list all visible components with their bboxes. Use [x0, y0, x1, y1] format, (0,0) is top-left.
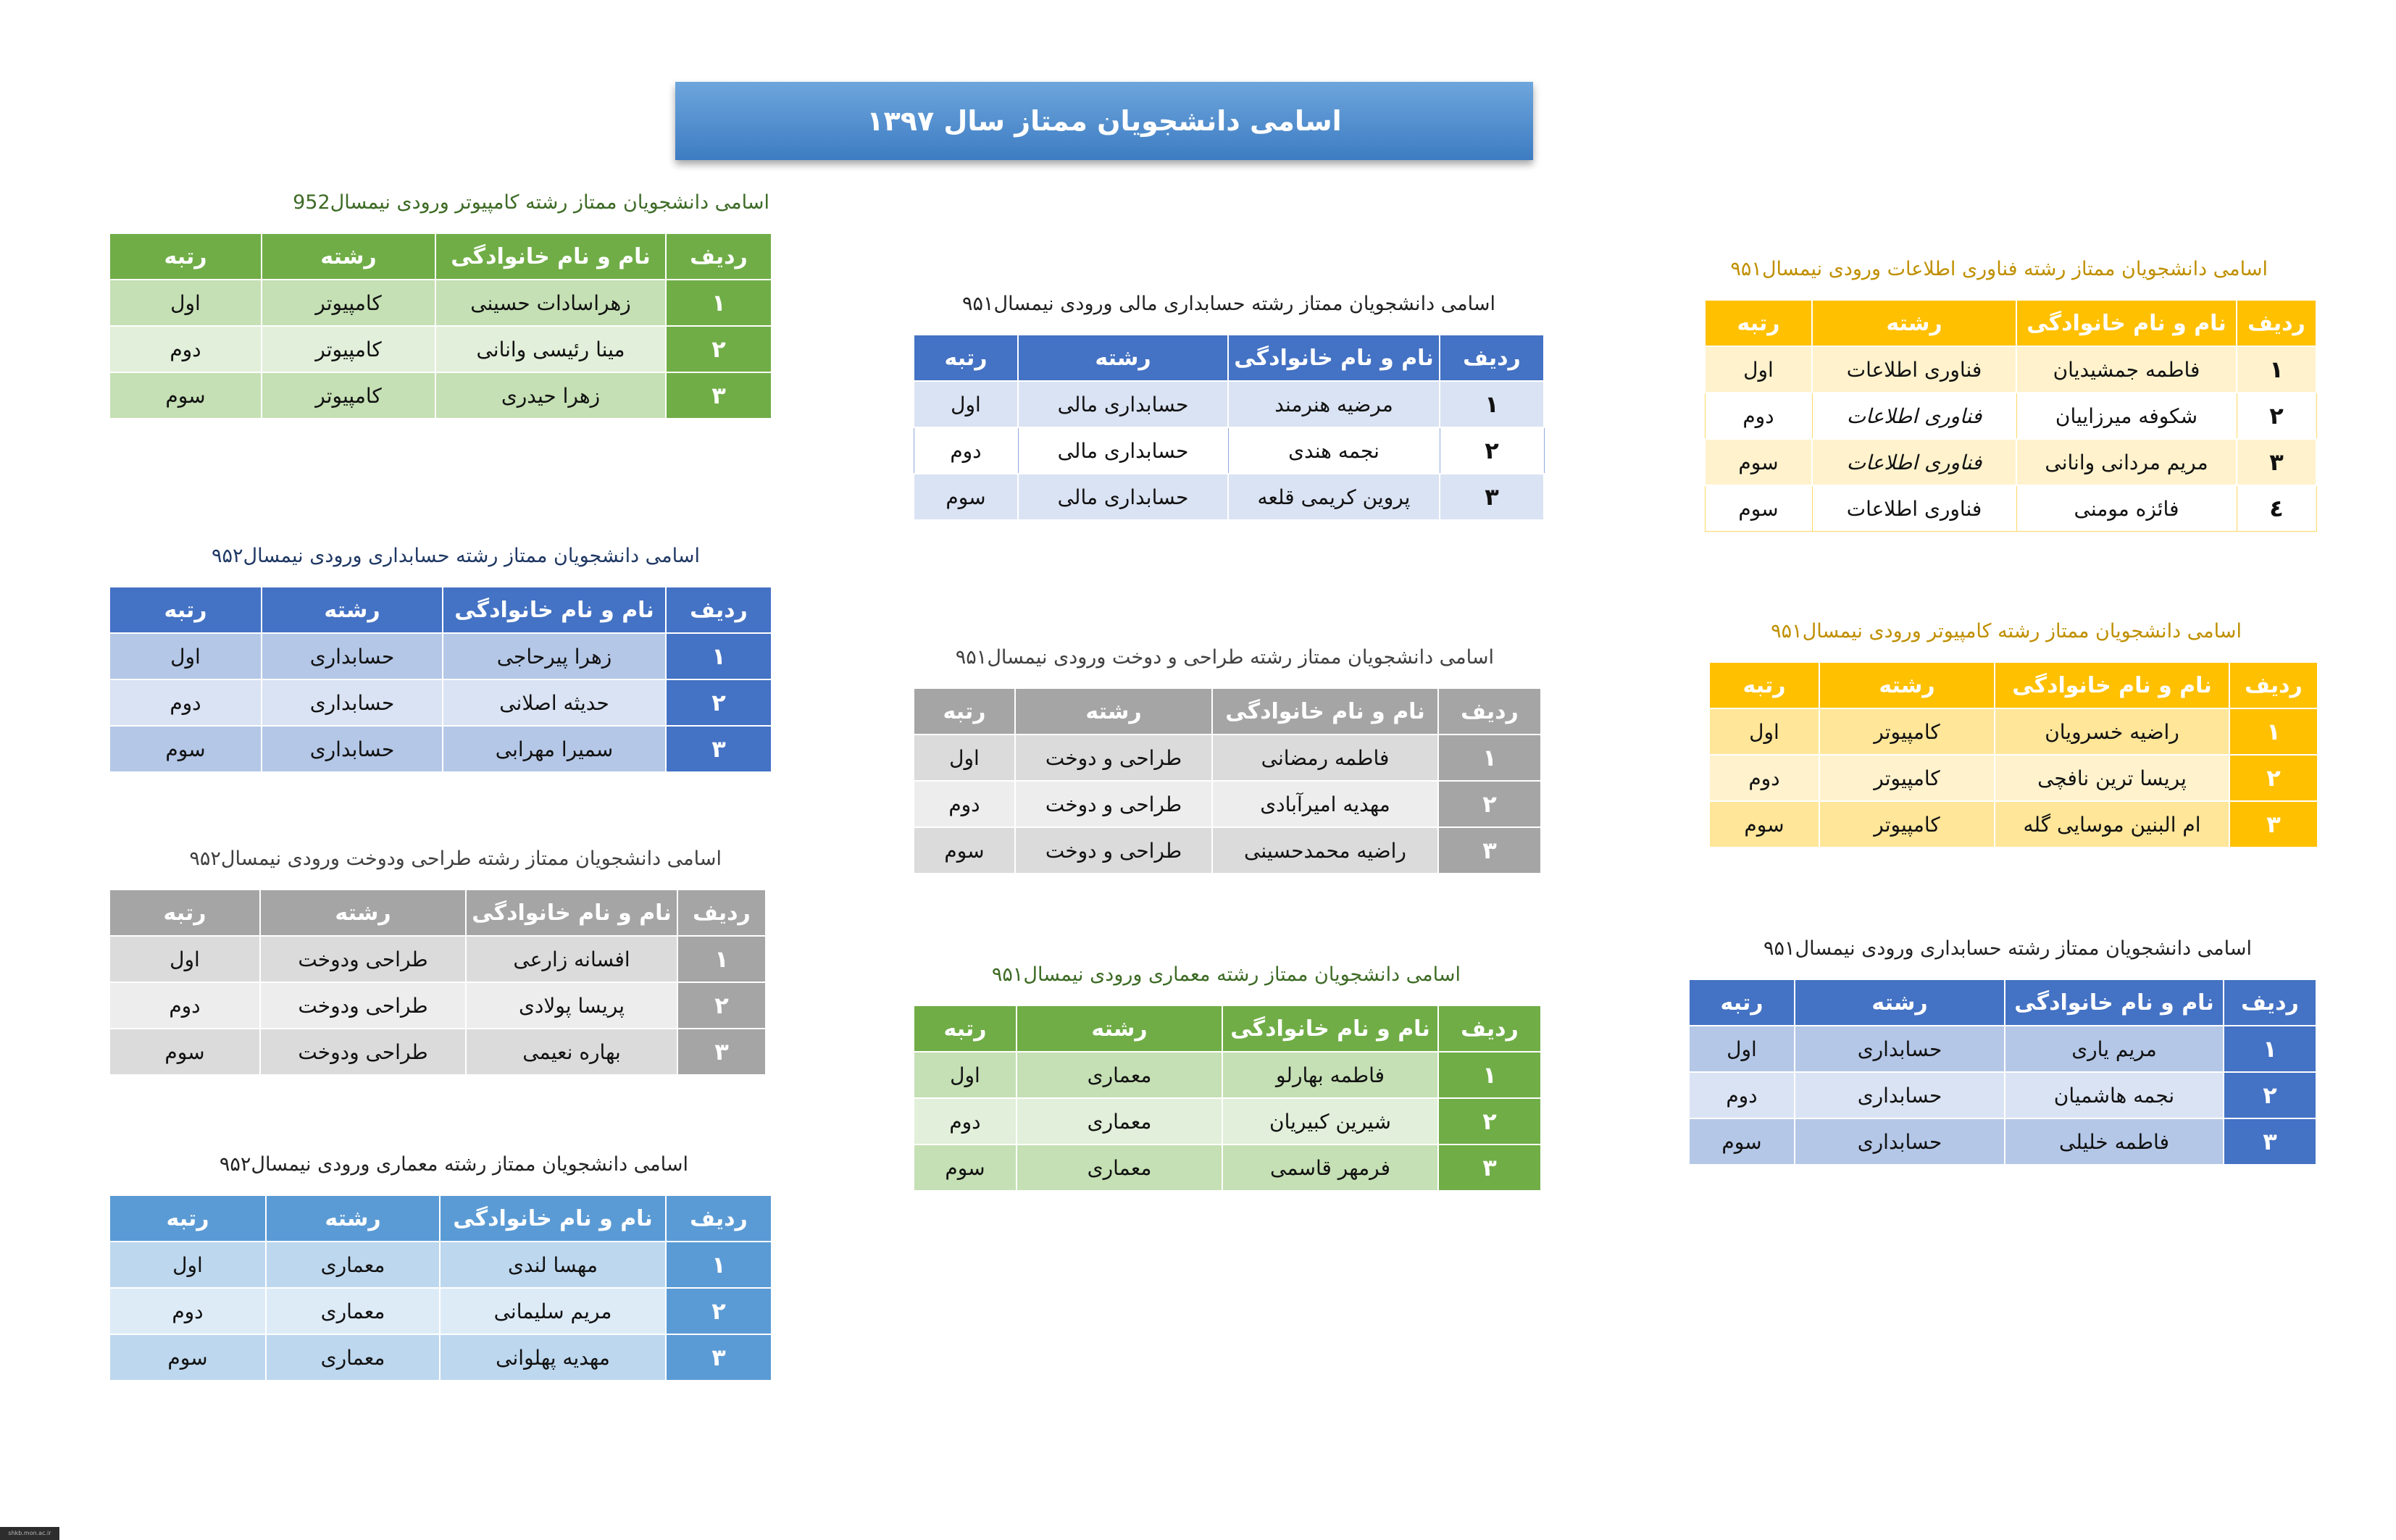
table-block-design-952 — [110, 848, 767, 1076]
col-major: رشته — [262, 587, 443, 633]
col-rank: رتبه — [914, 1005, 1017, 1052]
student-rank: دوم — [914, 781, 1015, 827]
col-radif: ردیف — [666, 233, 772, 280]
row-number: ١ — [677, 936, 766, 982]
student-rank: دوم — [1709, 755, 1819, 801]
table-row — [109, 280, 772, 326]
col-radif: ردیف — [2237, 300, 2316, 346]
student-major: فناوری اطلاعات — [1812, 439, 2016, 485]
col-rank: رتبه — [1689, 979, 1795, 1026]
col-major: رشته — [262, 233, 435, 280]
students-table — [913, 1005, 1542, 1192]
col-name: نام و نام خانوادگی — [435, 233, 666, 280]
col-major: رشته — [1819, 662, 1995, 708]
student-name: فاطمه بهارلو — [1222, 1052, 1438, 1098]
row-number: ١ — [666, 280, 772, 326]
student-rank: دوم — [109, 326, 262, 372]
student-major: طراحی و دوخت — [1015, 781, 1212, 827]
table-row — [109, 982, 766, 1029]
row-number: ۱ — [666, 633, 772, 679]
table-row — [109, 372, 772, 419]
student-name: راضیه خسرویان — [1995, 708, 2229, 755]
col-major: رشته — [1795, 979, 2005, 1026]
student-name: سمیرا مهرابی — [443, 726, 666, 772]
student-rank: سوم — [109, 1029, 260, 1075]
student-name: مریم سلیمانی — [440, 1288, 666, 1334]
table-block-architecture-952 — [110, 1153, 772, 1381]
row-number: ٢ — [666, 326, 772, 372]
student-major: حسابداری — [1795, 1026, 2005, 1072]
student-name: زهرا حیدری — [435, 372, 666, 419]
student-major: کامپیوتر — [262, 372, 435, 419]
row-number: ٣ — [1438, 1144, 1541, 1191]
row-number: ٣ — [2229, 801, 2318, 848]
students-table — [109, 586, 772, 773]
student-name: پروین کریمی قلعه — [1228, 474, 1440, 520]
table-block-computer-951 — [1710, 620, 2318, 848]
table-row — [109, 1288, 772, 1334]
table-block-accounting-951 — [1690, 937, 2317, 1166]
row-number: ۳ — [666, 726, 772, 772]
student-major: حسابداری — [262, 633, 443, 679]
table-row — [914, 474, 1544, 520]
table-row — [109, 1334, 772, 1381]
table-row — [914, 381, 1544, 427]
col-rank: رتبه — [109, 1195, 266, 1242]
table-row — [1705, 346, 2316, 393]
student-rank: اول — [109, 280, 262, 326]
student-name: مهسا لندی — [440, 1242, 666, 1288]
student-rank: سوم — [914, 827, 1015, 874]
col-radif: ردیف — [2229, 662, 2318, 708]
student-major: حسابداری مالی — [1018, 474, 1228, 520]
table-row — [914, 1098, 1541, 1144]
table-title: اسامی دانشجویان ممتاز رشته معماری ورودی نیمسال۹۵۱ — [991, 963, 1461, 986]
col-rank: رتبه — [1709, 662, 1819, 708]
table-row — [1709, 708, 2318, 755]
students-table — [1708, 661, 2318, 848]
row-number: ٣ — [677, 1029, 766, 1075]
student-name: ام البنین موسایی گله — [1995, 801, 2229, 848]
row-number: ٢ — [1438, 781, 1541, 827]
student-name: مهدیه پهلوانی — [440, 1334, 666, 1381]
col-major: رشته — [1018, 335, 1228, 381]
col-rank: رتبه — [109, 890, 260, 936]
student-major: طراحی و دوخت — [1015, 735, 1212, 781]
row-number: ۲ — [666, 679, 772, 726]
row-number: ۲ — [2224, 1072, 2316, 1118]
student-rank: سوم — [1709, 801, 1819, 848]
table-row — [1705, 439, 2316, 485]
row-number: ۱ — [1440, 381, 1544, 427]
table-block-accounting-952 — [110, 545, 772, 773]
student-rank: سوم — [1705, 485, 1812, 532]
student-name: فائزه مومنی — [2016, 485, 2237, 532]
col-rank: رتبه — [109, 233, 262, 280]
table-row — [1689, 1072, 2316, 1118]
table-row — [914, 427, 1544, 474]
students-table — [913, 334, 1545, 521]
student-name: پریسا ترین نافچی — [1995, 755, 2229, 801]
table-row — [914, 1144, 1541, 1191]
student-major: حسابداری — [1795, 1072, 2005, 1118]
table-title: اسامی دانشجویان ممتاز رشته کامپیوتر ورودی نیمسال۹۵۱ — [1771, 620, 2242, 643]
student-rank: دوم — [109, 1288, 266, 1334]
table-row — [914, 735, 1541, 781]
row-number: ۱ — [2237, 346, 2316, 393]
col-radif: ردیف — [1440, 335, 1544, 381]
student-major: حسابداری — [1795, 1118, 2005, 1165]
student-rank: اول — [109, 936, 260, 982]
students-table — [109, 1194, 772, 1381]
student-rank: دوم — [914, 1098, 1017, 1144]
table-title: اسامی دانشجویان ممتاز رشته طراحی ودوخت ورودی نیمسال۹۵۲ — [189, 848, 722, 870]
student-rank: اول — [914, 735, 1015, 781]
table-row — [109, 633, 772, 679]
row-number: ۳ — [2237, 439, 2316, 485]
table-row — [1709, 801, 2318, 848]
col-rank: رتبه — [1705, 300, 1812, 346]
row-number: ١ — [2229, 708, 2318, 755]
table-row — [109, 1029, 766, 1075]
student-name: حدیثه اصلانی — [443, 679, 666, 726]
student-rank: اول — [109, 633, 262, 679]
col-major: رشته — [260, 890, 466, 936]
page-title-banner — [675, 82, 1533, 160]
col-radif: ردیف — [1438, 688, 1541, 735]
table-block-computer-952 — [110, 191, 772, 419]
student-rank: سوم — [109, 372, 262, 419]
col-name: نام و نام خانوادگی — [440, 1195, 666, 1242]
student-major: حسابداری — [262, 726, 443, 772]
student-name: افسانه زارعی — [466, 936, 677, 982]
row-number: ۳ — [2224, 1118, 2316, 1165]
student-major: حسابداری مالی — [1018, 427, 1228, 474]
row-number: ٣ — [666, 372, 772, 419]
student-rank: سوم — [109, 1334, 266, 1381]
table-row — [914, 827, 1541, 874]
page-title: اسامی دانشجویان ممتاز سال ۱۳۹۷ — [867, 105, 1342, 137]
table-row — [109, 726, 772, 772]
col-rank: رتبه — [914, 688, 1015, 735]
student-major: معماری — [1017, 1144, 1222, 1191]
row-number: ٢ — [666, 1288, 772, 1334]
students-table — [913, 687, 1542, 874]
col-name: نام و نام خانوادگی — [443, 587, 666, 633]
student-major: کامپیوتر — [1819, 755, 1995, 801]
student-major: کامپیوتر — [262, 326, 435, 372]
table-title: اسامی دانشجویان ممتاز رشته فناوری اطلاعات ورودی نیمسال۹۵۱ — [1730, 258, 2268, 280]
col-major: رشته — [1015, 688, 1212, 735]
col-major: رشته — [1812, 300, 2016, 346]
student-name: زهرا پیرحاجی — [443, 633, 666, 679]
student-major: معماری — [1017, 1098, 1222, 1144]
col-name: نام و نام خانوادگی — [1222, 1005, 1438, 1052]
col-radif: ردیف — [666, 587, 772, 633]
student-name: بهاره نعیمی — [466, 1029, 677, 1075]
students-table — [1688, 979, 2317, 1166]
table-title: اسامی دانشجویان ممتاز رشته طراحی و دوخت ورودی نیمسال۹۵۱ — [955, 646, 1494, 669]
table-block-design-951 — [914, 646, 1542, 874]
student-name: زهراسادات حسینی — [435, 280, 666, 326]
student-major: معماری — [266, 1334, 440, 1381]
col-rank: رتبه — [109, 587, 262, 633]
student-name: فاطمه خلیلی — [2005, 1118, 2224, 1165]
student-name: نجمه هاشمیان — [2005, 1072, 2224, 1118]
row-number: ٣ — [666, 1334, 772, 1381]
students-table — [109, 233, 772, 419]
row-number: ٢ — [2229, 755, 2318, 801]
col-name: نام و نام خانوادگی — [1995, 662, 2229, 708]
table-row — [1709, 755, 2318, 801]
student-rank: سوم — [914, 1144, 1017, 1191]
student-rank: سوم — [1689, 1118, 1795, 1165]
student-rank: دوم — [1689, 1072, 1795, 1118]
student-major: طراحی ودوخت — [260, 982, 466, 1029]
student-rank: اول — [1689, 1026, 1795, 1072]
table-row — [109, 679, 772, 726]
student-major: حسابداری مالی — [1018, 381, 1228, 427]
student-major: طراحی و دوخت — [1015, 827, 1212, 874]
table-block-finance-951 — [914, 293, 1545, 521]
students-table — [1704, 299, 2317, 532]
row-number: ٢ — [677, 982, 766, 1029]
table-row — [109, 936, 766, 982]
student-rank: اول — [1705, 346, 1812, 393]
student-name: فاطمه رمضانی — [1212, 735, 1438, 781]
table-title: اسامی دانشجویان ممتاز رشته حسابداری مالی ورودی نیمسال۹۵۱ — [961, 293, 1495, 315]
student-name: مریم مردانی وانانی — [2016, 439, 2237, 485]
table-block-it-951 — [1706, 258, 2317, 532]
table-row — [914, 781, 1541, 827]
student-major: کامپیوتر — [262, 280, 435, 326]
col-radif: ردیف — [1438, 1005, 1541, 1052]
col-radif: ردیف — [2224, 979, 2316, 1026]
col-major: رشته — [1017, 1005, 1222, 1052]
row-number: ١ — [1438, 735, 1541, 781]
student-major: فناوری اطلاعات — [1812, 485, 2016, 532]
student-major: معماری — [1017, 1052, 1222, 1098]
table-row — [914, 1052, 1541, 1098]
student-name: مرضیه هنرمند — [1228, 381, 1440, 427]
student-name: شکوفه میرزاییان — [2016, 393, 2237, 439]
row-number: ۳ — [1440, 474, 1544, 520]
student-name: راضیه محمدحسینی — [1212, 827, 1438, 874]
student-name: نجمه هندی — [1228, 427, 1440, 474]
table-row — [1689, 1026, 2316, 1072]
row-number: ٣ — [1438, 827, 1541, 874]
student-rank: دوم — [109, 982, 260, 1029]
table-block-architecture-951 — [914, 963, 1542, 1192]
student-major: طراحی ودوخت — [260, 1029, 466, 1075]
table-row — [109, 1242, 772, 1288]
student-major: کامپیوتر — [1819, 801, 1995, 848]
table-row — [109, 326, 772, 372]
student-major: کامپیوتر — [1819, 708, 1995, 755]
student-major: معماری — [266, 1288, 440, 1334]
student-rank: سوم — [1705, 439, 1812, 485]
student-rank: اول — [109, 1242, 266, 1288]
row-number: ١ — [666, 1242, 772, 1288]
student-major: حسابداری — [262, 679, 443, 726]
col-rank: رتبه — [914, 335, 1018, 381]
student-name: مهدیه امیرآبادی — [1212, 781, 1438, 827]
row-number: ۲ — [1440, 427, 1544, 474]
table-row — [1705, 393, 2316, 439]
table-row — [1689, 1118, 2316, 1165]
student-name: پریسا پولادی — [466, 982, 677, 1029]
student-rank: اول — [914, 1052, 1017, 1098]
student-rank: اول — [1709, 708, 1819, 755]
col-radif: ردیف — [677, 890, 766, 936]
row-number: ١ — [1438, 1052, 1541, 1098]
student-major: فناوری اطلاعات — [1812, 393, 2016, 439]
student-rank: دوم — [1705, 393, 1812, 439]
col-radif: ردیف — [666, 1195, 772, 1242]
student-rank: دوم — [914, 427, 1018, 474]
table-title: اسامی دانشجویان ممتاز رشته کامپیوتر ورودی نیمسال952 — [293, 191, 769, 214]
student-name: مریم یاری — [2005, 1026, 2224, 1072]
student-rank: سوم — [914, 474, 1018, 520]
row-number: ٤ — [2237, 485, 2316, 532]
table-row — [1705, 485, 2316, 532]
student-major: معماری — [266, 1242, 440, 1288]
table-title: اسامی دانشجویان ممتاز رشته حسابداری ورودی نیمسال۹۵۱ — [1763, 937, 2252, 960]
student-rank: دوم — [109, 679, 262, 726]
table-title: اسامی دانشجویان ممتاز رشته معماری ورودی نیمسال۹۵۲ — [219, 1153, 688, 1176]
col-name: نام و نام خانوادگی — [1228, 335, 1440, 381]
col-name: نام و نام خانوادگی — [466, 890, 677, 936]
student-rank: سوم — [109, 726, 262, 772]
student-major: فناوری اطلاعات — [1812, 346, 2016, 393]
students-table — [109, 889, 767, 1076]
col-name: نام و نام خانوادگی — [1212, 688, 1438, 735]
site-logo-text: shkb.mon.ac.ir — [8, 1530, 51, 1536]
student-rank: اول — [914, 381, 1018, 427]
student-name: شیرین کبیریان — [1222, 1098, 1438, 1144]
table-title: اسامی دانشجویان ممتاز رشته حسابداری ورودی نیمسال۹۵۲ — [211, 545, 700, 567]
col-major: رشته — [266, 1195, 440, 1242]
student-name: فاطمه جمشیدیان — [2016, 346, 2237, 393]
col-name: نام و نام خانوادگی — [2016, 300, 2237, 346]
site-logo-strip — [0, 1527, 59, 1540]
row-number: ۲ — [2237, 393, 2316, 439]
student-name: فرمهر قاسمی — [1222, 1144, 1438, 1191]
col-name: نام و نام خانوادگی — [2005, 979, 2224, 1026]
row-number: ۱ — [2224, 1026, 2316, 1072]
row-number: ٢ — [1438, 1098, 1541, 1144]
student-major: طراحی ودوخت — [260, 936, 466, 982]
student-name: مینا رئیسی وانانی — [435, 326, 666, 372]
